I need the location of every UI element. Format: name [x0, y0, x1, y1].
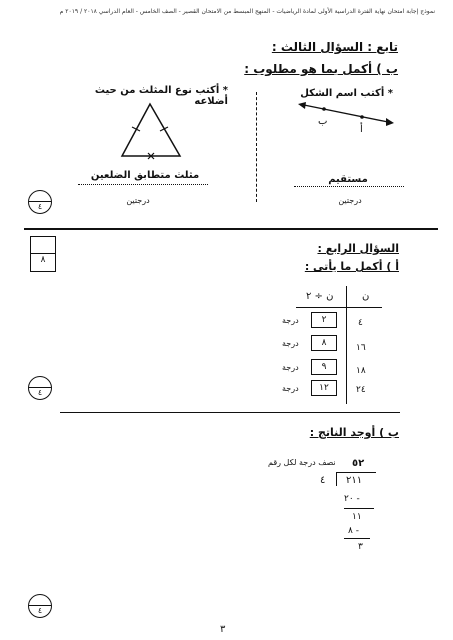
q4a-score-circle	[28, 376, 52, 400]
q4b-score-circle	[28, 594, 52, 618]
q3-title: تابع : السؤال الثالث :	[271, 40, 398, 54]
label-a: أ	[360, 124, 363, 135]
q4a-score-value: ٤	[37, 388, 43, 397]
table-row-grade: درجة	[282, 316, 299, 325]
division-remainder: ٣	[358, 542, 363, 552]
q4-title: السؤال الرابع :	[317, 242, 399, 255]
q3-score-value: ٤	[37, 202, 43, 211]
table-vertical-line	[346, 286, 347, 404]
division-note: نصف درجة لكل رقم	[268, 458, 336, 467]
line-figure	[296, 100, 396, 136]
q4-part-a: أ ) أكمل ما يأتى :	[304, 260, 399, 273]
left-task-text: * أكتب نوع المثلث من حيث أضلاعه	[94, 85, 228, 107]
exam-header: نموذج إجابة امتحان نهاية الفترة الدراسية الأولى لمادة الرياضيات - المنهج المبسط من الامتحان القصير - الصف الخامس - العام الدراسي ٢٠١٨ / ٢٠١٩ م	[59, 8, 435, 15]
division-rule1	[344, 508, 374, 509]
division-rule2	[344, 538, 370, 539]
table-row-grade: درجة	[282, 384, 299, 393]
left-answer-line	[78, 184, 208, 185]
right-points: درجتين	[338, 196, 362, 205]
section-separator	[24, 228, 438, 230]
table-row-result: ١٢	[311, 380, 337, 396]
q4-total-value: ٨	[40, 255, 46, 265]
table-row-result: ٩	[311, 359, 337, 375]
left-points: درجتين	[126, 196, 150, 205]
table-header-line	[296, 307, 382, 308]
division-step2: ١١	[352, 512, 362, 522]
table-header-n: ن	[362, 291, 370, 302]
table-row-n: ٢٤	[356, 385, 366, 395]
table-row-grade: درجة	[282, 363, 299, 372]
table-row-n: ١٦	[356, 343, 366, 353]
q3-divider	[256, 92, 257, 202]
table-row-result: ٢	[311, 312, 337, 328]
division-top-bar	[336, 472, 376, 473]
right-answer: مستقيم	[328, 174, 368, 185]
division-bracket	[336, 472, 337, 486]
part-separator	[60, 412, 400, 413]
division-step3: ٨ -	[348, 526, 359, 536]
q4b-score-value: ٤	[37, 606, 43, 615]
right-answer-line	[294, 186, 404, 187]
q3-part-b: ب ) أكمل بما هو مطلوب :	[244, 62, 398, 76]
right-task-text: * أكتب اسم الشكل	[300, 88, 393, 99]
division-dividend: ٢١١	[346, 475, 363, 486]
table-row-grade: درجة	[282, 339, 299, 348]
table-row-n: ١٨	[356, 366, 366, 376]
division-quotient: ٥٢	[352, 458, 365, 469]
table-header-expr: ن ÷ ٢	[306, 291, 334, 302]
division-step1: ٢٠ -	[344, 494, 360, 504]
table-row-n: ٤	[358, 318, 363, 328]
division-divisor: ٤	[320, 475, 326, 486]
q4-total-box	[30, 236, 56, 272]
q3-score-circle	[28, 190, 52, 214]
left-answer: مثلث متطابق الضلعين	[90, 170, 200, 181]
label-b: ب	[318, 116, 328, 127]
page-number: ٣	[220, 624, 226, 635]
table-row-result: ٨	[311, 335, 337, 351]
triangle-figure	[110, 98, 190, 164]
q4-part-b: ب ) أوجد الناتج :	[309, 426, 399, 439]
